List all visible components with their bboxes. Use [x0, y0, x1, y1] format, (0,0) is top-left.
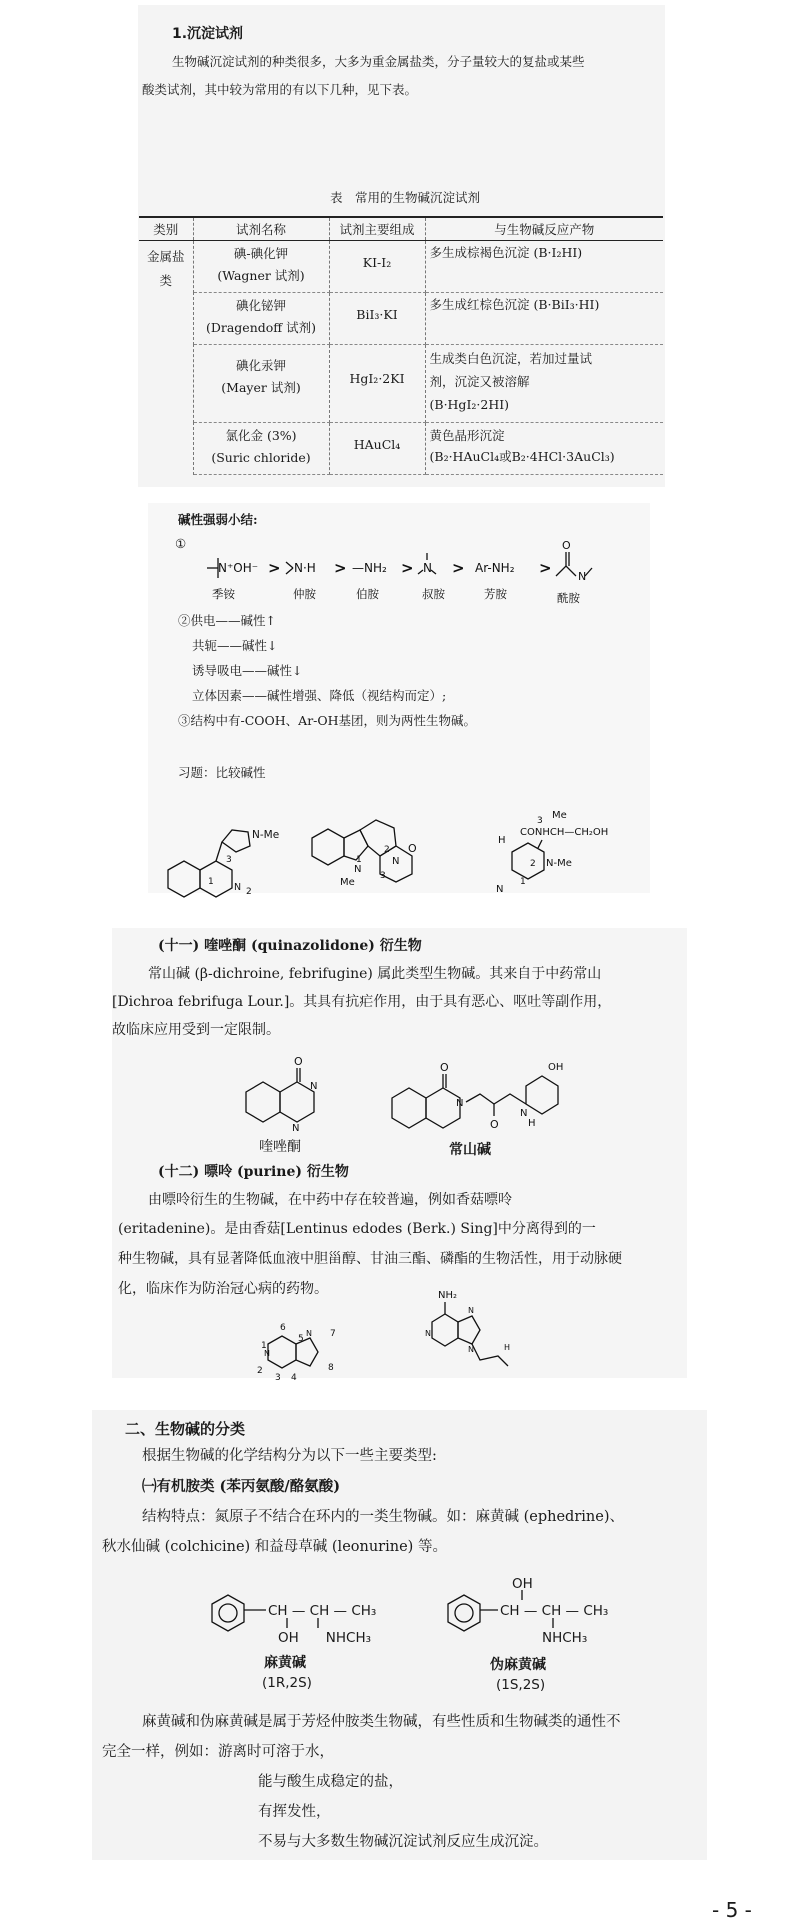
structure-label: N-Me	[252, 829, 280, 841]
structure-label: Me	[340, 877, 355, 888]
atom-label: N	[310, 1081, 318, 1092]
group-label: N·H	[294, 561, 316, 575]
atom-label: OH	[548, 1062, 564, 1073]
structure-label: 3	[226, 855, 232, 865]
structure-label: 2	[530, 859, 536, 869]
group-label: O	[562, 539, 571, 552]
structure-caption: 喹唑酮	[259, 1139, 301, 1155]
reagent-name: 氯化金 (3%)	[225, 428, 297, 443]
atom-label: O	[294, 1055, 303, 1068]
greater-than: >	[539, 559, 552, 577]
atom-label: N	[292, 1123, 300, 1134]
structure-label: Me	[552, 810, 567, 821]
reagent-name: 碘化铋钾	[235, 298, 286, 313]
product-text: 多生成红棕色沉淀 (B·BiI₃·HI)	[429, 297, 600, 312]
amine-label: 伯胺	[356, 587, 379, 601]
configuration-label: (1S,2S)	[496, 1677, 546, 1693]
paragraph-line: 由嘌呤衍生的生物碱，在中药中存在较普遍，例如香菇嘌呤	[148, 1192, 512, 1208]
product-text: (B₂·HAuCl₄或B₂·4HCl·3AuCl₃)	[429, 449, 615, 465]
structure-label: H	[498, 835, 506, 846]
amine-label: 芳胺	[484, 587, 507, 601]
atom-number: 4	[291, 1373, 297, 1383]
product-text: 多生成棕褐色沉淀 (B·I₂HI)	[429, 245, 583, 260]
group-label: —NH₂	[352, 561, 387, 575]
reagent-name: 碘-碘化钾	[233, 246, 289, 261]
atom-number: 3	[275, 1373, 281, 1383]
category-text: 金属盐	[146, 249, 185, 264]
structure-label: 3	[537, 816, 543, 826]
structure-label: N	[496, 884, 504, 895]
structure-formula: OH	[512, 1576, 533, 1592]
rule-line: ③结构中有-COOH、Ar-OH基团，则为两性生物碱。	[178, 713, 477, 728]
atom-label: N	[456, 1098, 464, 1109]
paragraph-line: 麻黄碱和伪麻黄碱是属于芳烃仲胺类生物碱，有些性质和生物碱类的通性不	[142, 1714, 621, 1730]
group-label: N	[423, 561, 432, 575]
section-heading: 碱性强弱小结:	[178, 512, 258, 527]
rule-line: 立体因素——碱性增强、降低（视结构而定）;	[192, 688, 447, 703]
atom-label: NH₂	[438, 1290, 458, 1301]
item-number: ①	[175, 536, 187, 551]
composition: HgI₂·2KI	[349, 371, 405, 386]
paragraph-line: 不易与大多数生物碱沉淀试剂反应生成沉淀。	[258, 1834, 548, 1850]
column-header: 与生物碱反应产物	[425, 217, 663, 241]
structure-label: N	[354, 864, 362, 875]
atom-label: N	[425, 1329, 431, 1338]
greater-than: >	[334, 559, 347, 577]
atom-number: 1	[261, 1341, 267, 1351]
column-header: 试剂名称	[193, 217, 329, 241]
subsection-heading: (十二) 嘌呤 (purine) 衍生物	[158, 1164, 349, 1180]
atom-number: 5	[298, 1334, 304, 1344]
composition: HAuCl₄	[353, 437, 401, 452]
exercise-label: 习题：比较碱性	[178, 765, 266, 780]
reagent-name-en: (Suric chloride)	[211, 449, 311, 465]
paragraph-line: 酸类试剂，其中较为常用的有以下几种，见下表。	[142, 82, 418, 97]
category-text: 类	[159, 273, 172, 288]
paragraph-line: 根据生物碱的化学结构分为以下一些主要类型:	[142, 1448, 437, 1464]
product-text: 剂，沉淀又被溶解	[429, 374, 530, 390]
paragraph-line: 结构特点：氮原子不结合在环内的一类生物碱。如：麻黄碱 (ephedrine)、	[142, 1509, 624, 1525]
atom-label: O	[490, 1118, 499, 1131]
atom-label: N	[520, 1108, 528, 1119]
structure-label: 1	[520, 877, 526, 887]
section-heading: 1.沉淀试剂	[172, 26, 244, 42]
greater-than: >	[452, 559, 465, 577]
rule-line: 诱导吸电——碱性↓	[192, 663, 303, 678]
atom-label: N	[306, 1329, 312, 1338]
paragraph-line: 能与酸生成稳定的盐，	[258, 1774, 403, 1790]
reagent-name: 碘化汞钾	[235, 358, 286, 373]
product-text: (B·HgI₂·2HI)	[429, 397, 510, 413]
column-header: 类别	[139, 217, 193, 241]
atom-label: N	[468, 1345, 474, 1354]
paragraph-line: [Dichroa febrifuga Lour.]。其具有抗疟作用，由于具有恶心、呕吐等副作用，	[112, 994, 612, 1010]
atom-number: 7	[330, 1329, 336, 1339]
paragraph-line: 化，临床作为防治冠心病的药物。	[118, 1281, 328, 1297]
group-label: N	[578, 570, 587, 583]
structure-label: O	[408, 842, 417, 855]
product-text: 黄色晶形沉淀	[429, 428, 505, 443]
atom-label: O	[440, 1061, 449, 1074]
atom-label: N	[264, 1349, 270, 1358]
page-number: - 5 -	[712, 1898, 752, 1922]
structure-label: N-Me	[546, 858, 572, 869]
rule-line: 共轭——碱性↓	[192, 638, 278, 653]
structure-label: N	[392, 856, 400, 867]
structure-label: N	[234, 882, 242, 893]
subsection-heading: (十一) 喹唑酮 (quinazolidone) 衍生物	[158, 938, 422, 954]
paragraph-line: 种生物碱，具有显著降低血液中胆甾醇、甘油三酯、磷酯的生物活性，用于动脉硬	[118, 1251, 622, 1267]
structure-name: 麻黄碱	[264, 1655, 306, 1671]
table-caption: 表 常用的生物碱沉淀试剂	[330, 190, 481, 205]
paragraph-line: 生物碱沉淀试剂的种类很多，大多为重金属盐类，分子量较大的复盐或某些	[172, 54, 585, 69]
column-header: 试剂主要组成	[329, 217, 425, 241]
structure-label: 1	[208, 877, 214, 887]
atom-number: 6	[280, 1323, 286, 1333]
paragraph-line: 有挥发性，	[258, 1804, 331, 1820]
structure-label: CONHCH—CH₂OH	[520, 827, 609, 838]
reagent-name-en: (Dragendoff 试剂)	[205, 319, 317, 335]
atom-label: H	[504, 1343, 511, 1352]
reagent-name-en: (Wagner 试剂)	[217, 267, 305, 283]
section-heading: 二、生物碱的分类	[125, 1420, 246, 1438]
rule-line: ②供电——碱性↑	[178, 613, 276, 628]
greater-than: >	[268, 559, 281, 577]
composition: KI-I₂	[362, 255, 392, 270]
group-label: N⁺OH⁻	[218, 561, 259, 575]
amine-label: 仲胺	[293, 587, 316, 601]
amine-label: 酰胺	[557, 591, 580, 605]
group-label: Ar-NH₂	[475, 561, 515, 575]
product-text: 生成类白色沉淀，若加过量试	[429, 351, 593, 366]
reagent-name-en: (Mayer 试剂)	[221, 379, 301, 395]
atom-number: 2	[257, 1366, 263, 1376]
structure-label: 2	[246, 887, 252, 897]
greater-than: >	[401, 559, 414, 577]
structure-formula: CH — CH — CH₃	[500, 1603, 609, 1619]
structure-label: 2	[384, 845, 390, 855]
paragraph-line: 故临床应用受到一定限制。	[112, 1022, 280, 1038]
subsection-heading: ㈠有机胺类 (苯丙氨酸/酪氨酸)	[142, 1478, 341, 1495]
structure-name: 伪麻黄碱	[490, 1657, 546, 1673]
atom-label: H	[528, 1118, 536, 1129]
paragraph-line: 秋水仙碱 (colchicine) 和益母草碱 (leonurine) 等。	[102, 1539, 447, 1555]
structure-formula: OH NHCH₃	[278, 1630, 372, 1646]
paragraph-line: (eritadenine)。是由香菇[Lentinus edodes (Berk.) Sing]中分离得到的一	[118, 1221, 596, 1237]
structure-formula: CH — CH — CH₃	[268, 1603, 377, 1619]
structure-label: 3	[380, 871, 386, 881]
structure-caption: 常山碱	[449, 1142, 491, 1158]
atom-label: N	[468, 1306, 474, 1315]
atom-number: 8	[328, 1363, 334, 1373]
amine-label: 叔胺	[422, 587, 445, 601]
paragraph-line: 常山碱 (β-dichroine, febrifugine) 属此类型生物碱。其来自于中药常山	[148, 966, 602, 982]
amine-label: 季铵	[212, 587, 235, 601]
paragraph-line: 完全一样，例如：游离时可溶于水，	[102, 1744, 334, 1760]
structure-label: 1	[356, 855, 362, 865]
configuration-label: (1R,2S)	[262, 1675, 312, 1691]
structure-formula: NHCH₃	[542, 1630, 588, 1646]
composition: BiI₃·KI	[356, 307, 398, 322]
